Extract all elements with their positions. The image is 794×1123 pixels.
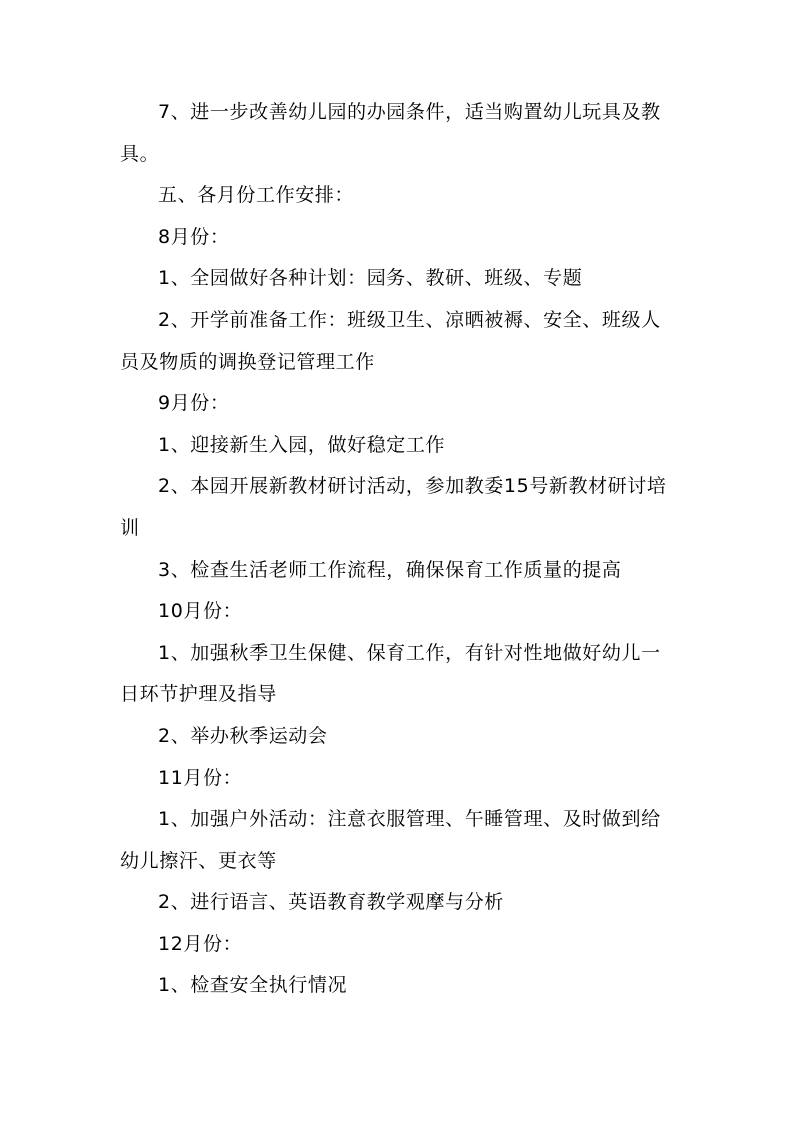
list-item: 1、加强秋季卫生保健、保育工作，有针对性地做好幼儿一日环节护理及指导 xyxy=(120,641,661,706)
list-item: 2、进行语言、英语教育教学观摩与分析 xyxy=(158,891,504,914)
list-item: 1、迎接新生入园，做好稳定工作 xyxy=(158,433,446,456)
month-heading-december: 12月份： xyxy=(158,932,243,955)
list-item: 2、举办秋季运动会 xyxy=(158,724,328,747)
list-item: 1、全园做好各种计划：园务、教研、班级、专题 xyxy=(158,267,583,290)
month-heading-august: 8月份： xyxy=(158,225,230,248)
list-item: 1、检查安全执行情况 xyxy=(158,974,348,997)
document-body xyxy=(120,92,676,1007)
month-heading-november: 11月份： xyxy=(158,766,243,789)
section-heading-monthly-plan: 五、各月份工作安排： xyxy=(158,184,355,207)
list-item: 3、检查生活老师工作流程，确保保育工作质量的提高 xyxy=(158,558,622,581)
list-item: 2、开学前准备工作：班级卫生、凉晒被褥、安全、班级人员及物质的调换登记管理工作 xyxy=(120,308,661,373)
list-item: 2、本园开展新教材研讨活动，参加教委15号新教材研讨培训 xyxy=(120,475,667,539)
paragraph-improve-conditions: 7、进一步改善幼儿园的办园条件，适当购置幼儿玩具及教具。 xyxy=(120,101,661,165)
month-heading-september: 9月份： xyxy=(158,392,230,415)
list-item: 1、加强户外活动：注意衣服管理、午睡管理、及时做到给幼儿擦汗、更衣等 xyxy=(120,808,661,872)
month-heading-october: 10月份： xyxy=(158,600,243,623)
